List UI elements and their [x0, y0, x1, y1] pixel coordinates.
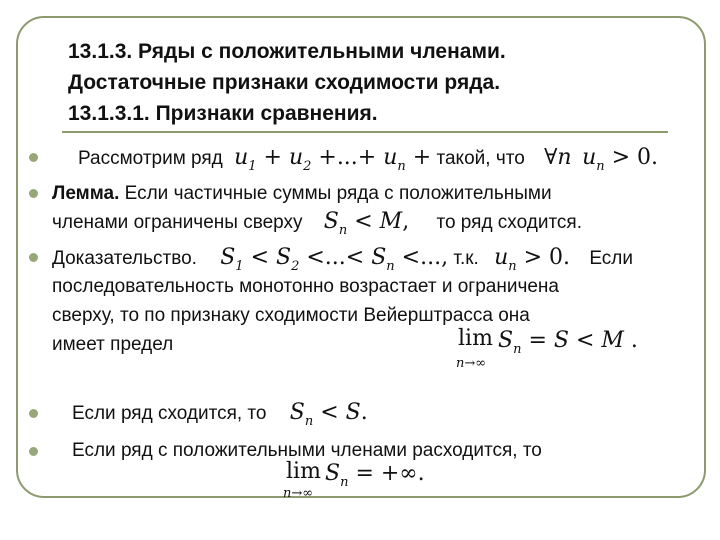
item-3-line-2: последовательность монотонно возрастает и ограничена [52, 276, 559, 297]
item-2-line-2 [52, 210, 582, 243]
item-2-tail: то ряд сходится. [436, 212, 583, 233]
series-formula: $u_1 + u_2$ +...+ $u_n$ + [234, 145, 432, 174]
bullet-dot [29, 447, 38, 456]
proof-label: Доказательство. [52, 248, 197, 269]
item-3-tk: т.к. [453, 248, 479, 269]
item-3-tail: Если [589, 248, 634, 269]
positivity-formula: ∀n $u_n > 0$. [544, 145, 659, 174]
item-5-line: Если ряд с положительными членами расходится, то [72, 440, 542, 461]
bullet-dot [29, 189, 38, 198]
converge-formula: $S_n < S$. [289, 400, 368, 429]
lemma-label: Лемма. [52, 183, 120, 204]
item-2-line2: членами ограничены сверху [52, 212, 303, 233]
slide-title [68, 36, 506, 129]
item-1-text: Рассмотрим ряд [78, 148, 223, 169]
title-line-1: 13.1.3. Ряды с положительными членами. [68, 40, 506, 63]
item-1-tail: такой, что [436, 148, 525, 169]
item-1-line [78, 146, 658, 179]
title-line-2: Достаточные признаки сходимости ряда. [68, 71, 501, 94]
bullet-dot [29, 409, 38, 418]
item-2-text: Если частичные суммы ряда с положительными [124, 183, 552, 204]
item-4-line [72, 401, 368, 434]
title-line-3: 13.1.3.1. Признаки сравнения. [68, 102, 378, 125]
bound-formula: $S_n < M$, [323, 209, 410, 238]
bullet-dot [29, 153, 38, 162]
term-positive-formula: $u_n > 0$. [494, 245, 571, 274]
item-3-line-3: сверху, то по признаку сходимости Вейерштрасса она [52, 305, 530, 326]
item-4-text: Если ряд сходится, то [72, 403, 267, 424]
title-underline [62, 131, 668, 133]
bullet-dot [29, 253, 38, 262]
monotone-formula: $S_1 < S_2$ <...< $S_n$ <..., [220, 245, 449, 274]
item-3-line-4: имеет предел [52, 334, 174, 355]
item-2-line-1 [52, 182, 552, 206]
